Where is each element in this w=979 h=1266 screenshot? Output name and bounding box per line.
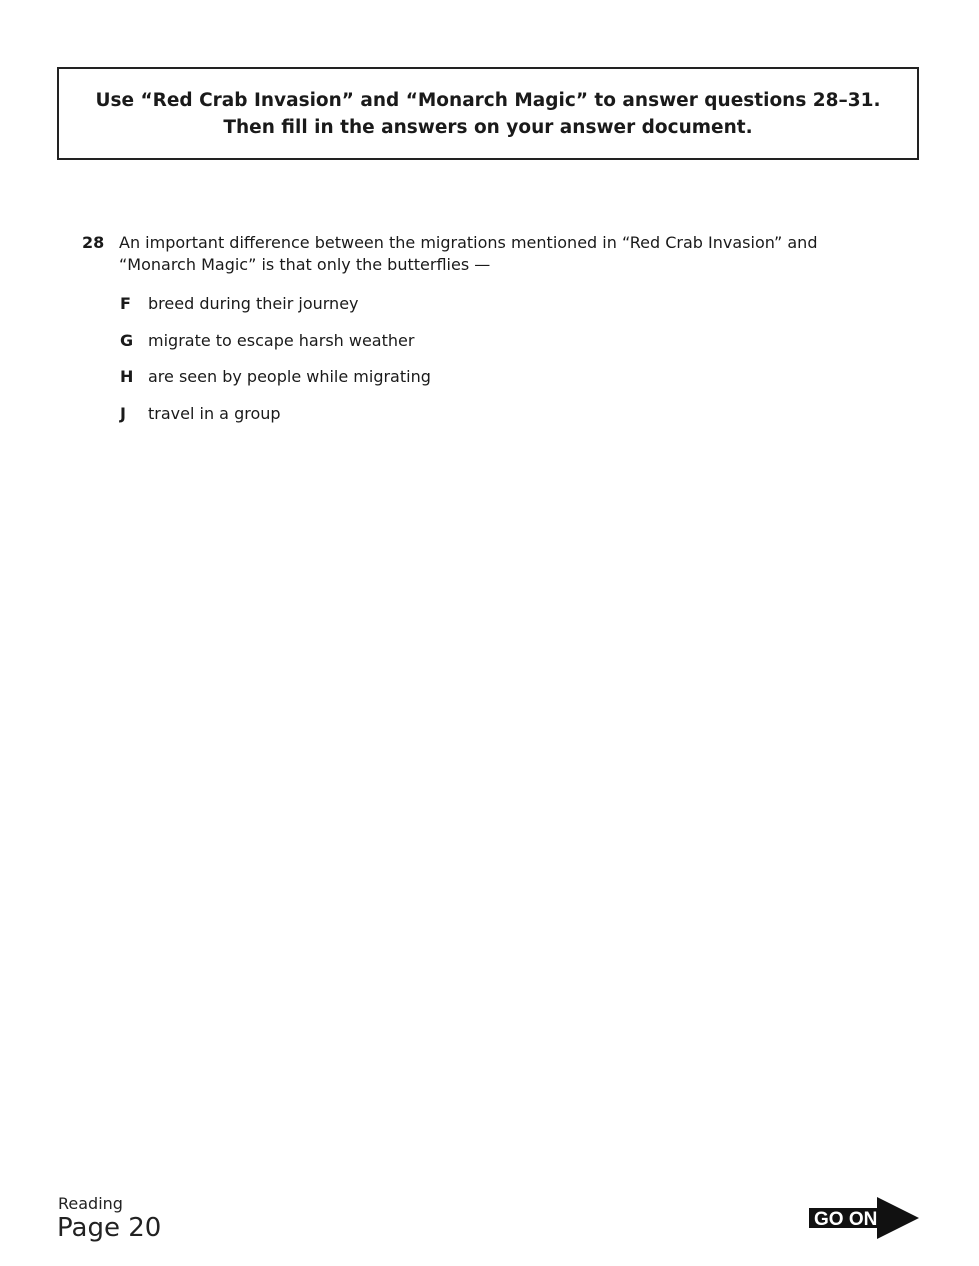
choice-letter: H	[120, 367, 134, 386]
choice-text: migrate to escape harsh weather	[148, 330, 415, 350]
choice-text: travel in a group	[148, 403, 281, 423]
question-stem-line-2: “Monarch Magic” is that only the butterflies —	[119, 255, 491, 274]
go-on-arrow	[809, 1197, 919, 1239]
go-on-label: GO ON	[814, 1209, 878, 1230]
instruction-line-2: Then fill in the answers on your answer document.	[223, 116, 753, 138]
choice-letter: G	[120, 330, 134, 350]
question-number: 28	[82, 233, 105, 252]
footer-section-label: Reading	[58, 1194, 123, 1213]
question-stem	[119, 232, 859, 276]
instruction-box	[57, 67, 919, 160]
page-number: Page 20	[57, 1213, 162, 1243]
choice-text: breed during their journey	[148, 294, 359, 313]
instruction-line-1: Use “Red Crab Invasion” and “Monarch Magic” to answer questions 28–31.	[95, 89, 881, 111]
choice-letter: F	[120, 294, 131, 313]
choice-text: are seen by people while migrating	[148, 367, 431, 386]
choice-letter: J	[120, 403, 126, 423]
question-stem-line-1: An important difference between the migrations mentioned in “Red Crab Invasion” and	[119, 233, 818, 252]
